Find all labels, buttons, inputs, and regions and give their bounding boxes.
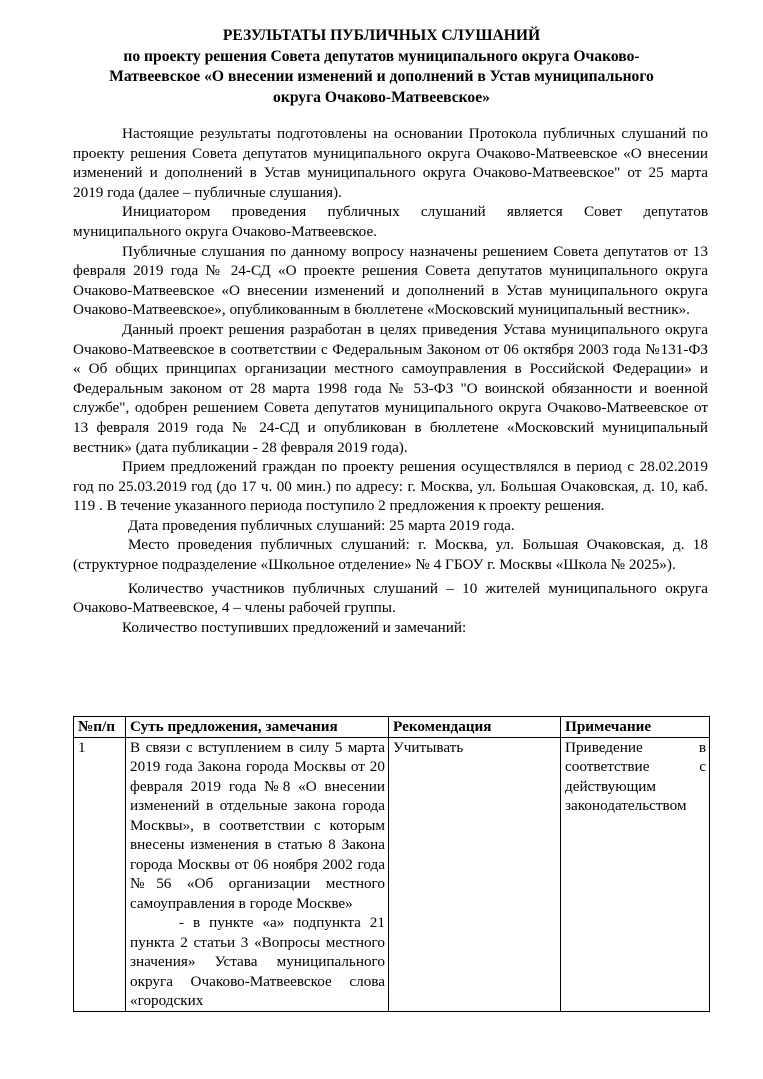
- title-line: Матвеевское «О внесении изменений и дополнений в Устав муниципального: [109, 68, 654, 85]
- paragraph-date: Дата проведения публичных слушаний: 25 марта 2019 года.: [128, 516, 515, 534]
- proposals-table: [73, 716, 710, 1012]
- cell-recommendation: Учитывать: [389, 737, 561, 1011]
- paragraph-proposals-intake: Прием предложений граждан по проекту решения осуществлялся в период с 28.02.2019 год по 25.03.2019 год (до 17 ч. 00 мин.) по адресу: г. Москва, ул. Большая Очаковская, д. 10, каб. 119 . В течение указанного периода поступило 2 предложения к проекту решения.: [73, 458, 708, 515]
- essence-text: - в пункте «а» подпункта 21 пункта 2 статьи 3 «Вопросы местного значения» Устава муниципального округа Очаково-Матвеевское слова «городских: [130, 914, 385, 1009]
- paragraph-appointment: Публичные слушания по данному вопросу назначены решением Совета депутатов от 13 февраля 2019 года № 24-СД «О проекте решения Совета депутатов муниципального округа Очаково-Матвеевское «О внесении изменений и дополнений в Устав муниципального округа Очаково-Матвеевское», опубликованным в бюллетене «Московский муниципальный вестник».: [73, 242, 708, 319]
- cell-num: 1: [74, 737, 126, 1011]
- cell-essence: [126, 737, 389, 1011]
- paragraph-place: Место проведения публичных слушаний: г. Москва, ул. Большая Очаковская, д. 18 (структурное подразделение «Школьное отделение» № 4 ГБОУ г. Москвы «Школа № 2025»).: [73, 536, 708, 574]
- title-line: округа Очаково-Матвеевское»: [273, 88, 490, 106]
- essence-text: В связи с вступлением в силу 5 марта 2019 года Закона города Москвы от 20 февраля 2019 года №8 «О внесении изменений в отдельные закона города Москвы», в соответствии с которым внесены изменения в статью 8 Закона города Москвы от 06 ноября 2002 года №56 «Об организации местного самоуправления в городе Москве»: [130, 738, 385, 912]
- title-line: РЕЗУЛЬТАТЫ ПУБЛИЧНЫХ СЛУШАНИЙ: [222, 27, 541, 44]
- title-line: по проекту решения Совета депутатов муниципального округа Очаково-: [123, 47, 640, 65]
- document-body: [73, 124, 708, 637]
- header-recommendation: Рекомендация: [389, 717, 561, 738]
- cell-note: Приведение в соответствие с действующим законодательством: [561, 737, 710, 1011]
- paragraph-initiator: Инициатором проведения публичных слушаний является Совет депутатов муниципального округа Очаково-Матвеевское.: [73, 203, 708, 240]
- document-title: [60, 26, 703, 108]
- paragraph-purpose: Данный проект решения разработан в целях приведения Устава муниципального округа Очаково-Матвеевское в соответствии с Федеральным Законом от 06 октября 2003 года №131-ФЗ « Об общих принципах организации местного самоуправления в Российской Федерации» и Федеральным законом от 28 марта 1998 года № 53-ФЗ "О воинской обязанности и военной службе", одобрен решением Совета депутатов муниципального округа Очаково-Матвеевское от 13 февраля 2019 года № 24-СД и опубликован в бюллетене «Московский муниципальный вестник» (дата публикации - 28 февраля 2019 года).: [73, 320, 708, 456]
- header-essence: Суть предложения, замечания: [126, 717, 389, 738]
- table-header-row: [74, 717, 710, 738]
- header-note: Примечание: [561, 717, 710, 738]
- header-num: №п/п: [74, 717, 126, 738]
- table-row: [74, 737, 710, 1011]
- paragraph-participants: Количество участников публичных слушаний – 10 жителей муниципального округа Очаково-Матвеевское, 4 – члены рабочей группы.: [73, 579, 708, 617]
- paragraph-basis: Настоящие результаты подготовлены на основании Протокола публичных слушаний по проекту решения Совета депутатов муниципального округа Очаково-Матвеевское «О внесении изменений и дополнений в Устав муниципального округа Очаково-Матвеевское" от 25 марта 2019 года (далее – публичные слушания).: [73, 125, 708, 201]
- paragraph-proposals-count: Количество поступивших предложений и замечаний:: [122, 618, 467, 636]
